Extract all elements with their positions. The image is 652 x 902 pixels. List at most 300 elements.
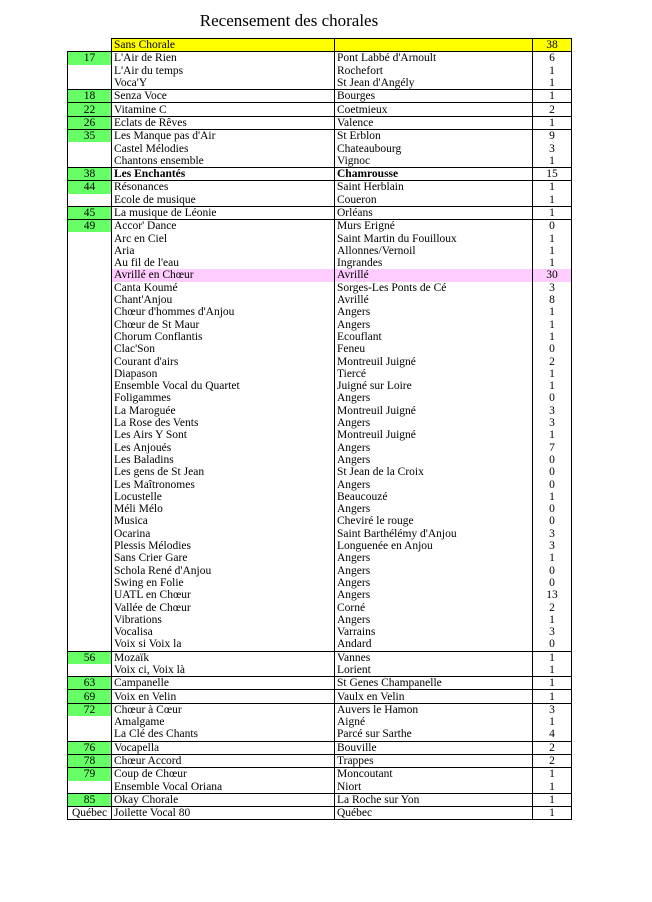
count-cell: 1 [533,257,572,269]
city-cell: Angers [335,589,533,601]
table-row [68,52,572,65]
department-cell [68,306,112,318]
department-cell [68,245,112,257]
city-cell: Moncoutant [335,768,533,781]
count-cell: 3 [533,417,572,429]
department-cell [68,294,112,306]
department-cell: 85 [68,793,112,806]
table-row [68,781,572,794]
city-cell: Angers [335,577,533,589]
department-cell [68,552,112,564]
chorale-name-cell: Courant d'airs [112,355,335,367]
department-cell [68,454,112,466]
table-row [68,754,572,767]
table-row [68,306,572,318]
chorale-name-cell: Okay Chorale [112,793,335,806]
table-row [68,589,572,601]
chorale-name-cell: UATL en Chœur [112,589,335,601]
city-cell: Angers [335,454,533,466]
table-row [68,651,572,664]
table-row [68,206,572,219]
department-cell: 26 [68,116,112,129]
department-cell [68,664,112,677]
count-cell: 0 [533,503,572,515]
table-row [68,768,572,781]
city-cell: Feneu [335,343,533,355]
department-cell [68,257,112,269]
count-cell: 1 [533,194,572,207]
city-cell: Trappes [335,754,533,767]
table-row [68,155,572,168]
chorale-name-cell: Musica [112,515,335,527]
department-cell: 45 [68,206,112,219]
city-cell: Aigné [335,716,533,728]
table-row [68,220,572,233]
city-cell: Angers [335,503,533,515]
city-cell: Angers [335,417,533,429]
department-cell [68,269,112,281]
table-row [68,728,572,741]
department-cell [68,39,112,52]
department-cell [68,478,112,490]
count-cell: 1 [533,65,572,77]
chorale-name-cell: Diapason [112,368,335,380]
count-cell: 0 [533,392,572,404]
city-cell: Orléans [335,206,533,219]
count-cell: 1 [533,552,572,564]
chorale-name-cell: Chœur d'hommes d'Anjou [112,306,335,318]
department-cell [68,392,112,404]
city-cell: Corné [335,601,533,613]
department-cell [68,380,112,392]
chorale-name-cell: Vallée de Chœur [112,601,335,613]
city-cell: Montreuil Juigné [335,355,533,367]
table-row [68,232,572,244]
table-row [68,614,572,626]
city-cell: Ingrandes [335,257,533,269]
chorale-name-cell: Locustelle [112,491,335,503]
city-cell [335,39,533,52]
department-cell [68,515,112,527]
department-cell [68,343,112,355]
chorale-name-cell: Les Maîtronomes [112,478,335,490]
city-cell: Varrains [335,626,533,638]
chorale-name-cell: Voca'Y [112,77,335,90]
table-row [68,380,572,392]
count-cell: 0 [533,638,572,651]
chorale-name-cell: Ensemble Vocal du Quartet [112,380,335,392]
table-row [68,540,572,552]
city-cell: Angers [335,319,533,331]
table-row [68,116,572,129]
department-cell [68,331,112,343]
department-cell: 56 [68,651,112,664]
table-row [68,368,572,380]
chorale-name-cell: Plessis Mélodies [112,540,335,552]
department-cell: 69 [68,690,112,703]
table-row [68,194,572,207]
department-cell [68,528,112,540]
city-cell: Auvers le Hamon [335,703,533,716]
table-row [68,515,572,527]
city-cell: Allonnes/Vernoil [335,245,533,257]
city-cell: Coueron [335,194,533,207]
city-cell: Angers [335,478,533,490]
count-cell: 1 [533,614,572,626]
chorale-name-cell: La Clé des Chants [112,728,335,741]
table-row [68,741,572,754]
table-row [68,130,572,143]
chorale-name-cell: L'Air du temps [112,65,335,77]
count-cell: 1 [533,793,572,806]
count-cell: 3 [533,540,572,552]
table-row [68,245,572,257]
department-cell [68,355,112,367]
city-cell: Niort [335,781,533,794]
chorale-name-cell: Voix si Voix la [112,638,335,651]
count-cell: 6 [533,52,572,65]
chorale-name-cell: Les Baladins [112,454,335,466]
department-cell [68,319,112,331]
table-row [68,577,572,589]
count-cell: 1 [533,77,572,90]
city-cell: Angers [335,306,533,318]
department-cell [68,417,112,429]
count-cell: 0 [533,478,572,490]
city-cell: Québec [335,807,533,820]
chorale-name-cell: Résonances [112,181,335,194]
count-cell: 0 [533,466,572,478]
chorale-name-cell: Eclats de Rêves [112,116,335,129]
chorale-name-cell: Chœur de St Maur [112,319,335,331]
chorale-name-cell: Clac'Son [112,343,335,355]
table-row [68,503,572,515]
city-cell: Coetmieux [335,103,533,116]
count-cell: 1 [533,206,572,219]
department-cell [68,65,112,77]
department-cell: 22 [68,103,112,116]
count-cell: 1 [533,368,572,380]
chorale-name-cell: Vibrations [112,614,335,626]
count-cell: 0 [533,454,572,466]
count-cell: 1 [533,181,572,194]
count-cell: 1 [533,491,572,503]
count-cell: 0 [533,343,572,355]
count-cell: 1 [533,116,572,129]
city-cell: Avrillé [335,269,533,281]
table-row [68,807,572,820]
chorale-name-cell: Vocapella [112,741,335,754]
city-cell: Bouville [335,741,533,754]
count-cell: 1 [533,232,572,244]
department-cell [68,601,112,613]
count-cell: 15 [533,167,572,180]
city-cell: Murs Erigné [335,220,533,233]
chorale-name-cell: Castel Mélodies [112,142,335,154]
city-cell: Chateaubourg [335,142,533,154]
chorale-name-cell: Chœur Accord [112,754,335,767]
department-cell [68,405,112,417]
chorale-name-cell: La Maroguée [112,405,335,417]
count-cell: 1 [533,651,572,664]
city-cell: Saint Martin du Fouilloux [335,232,533,244]
table-row [68,491,572,503]
count-cell: 38 [533,39,572,52]
city-cell: Angers [335,552,533,564]
department-cell [68,503,112,515]
department-cell: 44 [68,181,112,194]
table-row [68,103,572,116]
table-row [68,552,572,564]
chorale-name-cell: Foligammes [112,392,335,404]
chorale-name-cell: Senza Voce [112,90,335,103]
table-row [68,454,572,466]
city-cell: Beaucouzé [335,491,533,503]
city-cell: Angers [335,392,533,404]
chorale-name-cell: La musique de Léonie [112,206,335,219]
table-row [68,77,572,90]
city-cell: St Erblon [335,130,533,143]
chorale-name-cell: Chorum Conflantis [112,331,335,343]
department-cell [68,589,112,601]
city-cell: Montreuil Juigné [335,429,533,441]
chorale-name-cell: Chœur à Cœur [112,703,335,716]
department-cell [68,638,112,651]
department-cell [68,626,112,638]
chorale-name-cell: Les Anjoués [112,442,335,454]
department-cell [68,728,112,741]
city-cell: Montreuil Juigné [335,405,533,417]
table-row [68,601,572,613]
city-cell: Bourges [335,90,533,103]
count-cell: 3 [533,142,572,154]
department-cell: 49 [68,220,112,233]
chorale-name-cell: Au fil de l'eau [112,257,335,269]
department-cell: 38 [68,167,112,180]
chorale-name-cell: Chant'Anjou [112,294,335,306]
department-cell: 79 [68,768,112,781]
city-cell: Angers [335,564,533,576]
city-cell: Avrillé [335,294,533,306]
count-cell: 2 [533,741,572,754]
city-cell: Chamrousse [335,167,533,180]
chorale-name-cell: Accor' Dance [112,220,335,233]
table-row [68,429,572,441]
city-cell: Ecouflant [335,331,533,343]
chorale-name-cell: L'Air de Rien [112,52,335,65]
count-cell: 1 [533,807,572,820]
city-cell: Rochefort [335,65,533,77]
department-cell [68,781,112,794]
city-cell: Longuenée en Anjou [335,540,533,552]
department-cell [68,282,112,294]
city-cell: Angers [335,442,533,454]
count-cell: 1 [533,716,572,728]
chorale-name-cell: Coup de Chœur [112,768,335,781]
department-cell [68,142,112,154]
table-row [68,664,572,677]
count-cell: 4 [533,728,572,741]
department-cell: 35 [68,130,112,143]
city-cell: La Roche sur Yon [335,793,533,806]
table-row [68,269,572,281]
count-cell: 13 [533,589,572,601]
count-cell: 3 [533,626,572,638]
city-cell: Cheviré le rouge [335,515,533,527]
count-cell: 3 [533,703,572,716]
city-cell: Valence [335,116,533,129]
table-row [68,638,572,651]
count-cell: 0 [533,515,572,527]
count-cell: 3 [533,405,572,417]
city-cell: Pont Labbé d'Arnoult [335,52,533,65]
count-cell: 1 [533,306,572,318]
table-row [68,331,572,343]
table-row [68,564,572,576]
chorale-name-cell: Les Enchantés [112,167,335,180]
chorale-name-cell: Amalgame [112,716,335,728]
department-cell [68,368,112,380]
count-cell: 2 [533,754,572,767]
count-cell: 0 [533,220,572,233]
table-row [68,716,572,728]
table-row [68,405,572,417]
department-cell: 78 [68,754,112,767]
table-row [68,793,572,806]
department-cell [68,564,112,576]
city-cell: Vannes [335,651,533,664]
city-cell: Angers [335,614,533,626]
chorale-name-cell: Chantons ensemble [112,155,335,168]
count-cell: 1 [533,380,572,392]
count-cell: 1 [533,677,572,690]
table-row [68,65,572,77]
chorale-name-cell: Ocarina [112,528,335,540]
chorale-name-cell: Les gens de St Jean [112,466,335,478]
table-row [68,39,572,52]
count-cell: 1 [533,245,572,257]
table-row [68,703,572,716]
city-cell: Juigné sur Loire [335,380,533,392]
chorale-name-cell: Les Airs Y Sont [112,429,335,441]
table-row [68,343,572,355]
chorale-name-cell: Ensemble Vocal Oriana [112,781,335,794]
city-cell: Saint Herblain [335,181,533,194]
count-cell: 3 [533,528,572,540]
department-cell: 17 [68,52,112,65]
city-cell: Parcé sur Sarthe [335,728,533,741]
table-row [68,392,572,404]
chorale-name-cell: Ecole de musique [112,194,335,207]
city-cell: St Jean de la Croix [335,466,533,478]
count-cell: 1 [533,664,572,677]
table-row [68,294,572,306]
count-cell: 1 [533,781,572,794]
count-cell: 1 [533,319,572,331]
chorale-name-cell: Swing en Folie [112,577,335,589]
department-cell [68,491,112,503]
chorale-name-cell: Campanelle [112,677,335,690]
city-cell: St Genes Champanelle [335,677,533,690]
department-cell [68,194,112,207]
chorale-table [67,38,572,820]
city-cell: Tiercé [335,368,533,380]
department-cell: 76 [68,741,112,754]
table-row [68,167,572,180]
city-cell: Sorges-Les Ponts de Cé [335,282,533,294]
table-row [68,626,572,638]
department-cell: Québec [68,807,112,820]
count-cell: 3 [533,282,572,294]
table-row [68,442,572,454]
table-row [68,319,572,331]
table-row [68,142,572,154]
department-cell [68,716,112,728]
table-row [68,677,572,690]
department-cell: 63 [68,677,112,690]
chorale-name-cell: Sans Chorale [112,39,335,52]
chorale-name-cell: Arc en Ciel [112,232,335,244]
chorale-name-cell: Voix ci, Voix là [112,664,335,677]
chorale-name-cell: Vitamine C [112,103,335,116]
page-title: Recensement des chorales [199,11,379,30]
table-row [68,257,572,269]
count-cell: 0 [533,564,572,576]
table-row [68,478,572,490]
count-cell: 8 [533,294,572,306]
chorale-name-cell: Avrillé en Chœur [112,269,335,281]
chorale-name-cell: Les Manque pas d'Air [112,130,335,143]
department-cell [68,155,112,168]
table-row [68,466,572,478]
count-cell: 1 [533,331,572,343]
count-cell: 1 [533,768,572,781]
department-cell [68,77,112,90]
count-cell: 1 [533,690,572,703]
department-cell [68,466,112,478]
table-row [68,355,572,367]
department-cell: 72 [68,703,112,716]
table-row [68,282,572,294]
city-cell: Vignoc [335,155,533,168]
department-cell [68,614,112,626]
count-cell: 1 [533,90,572,103]
chorale-name-cell: Canta Koumé [112,282,335,294]
count-cell: 1 [533,429,572,441]
table-row [68,528,572,540]
count-cell: 0 [533,577,572,589]
chorale-name-cell: Sans Crier Gare [112,552,335,564]
table-row [68,90,572,103]
count-cell: 2 [533,355,572,367]
department-cell [68,442,112,454]
city-cell: Andard [335,638,533,651]
table-row [68,417,572,429]
department-cell [68,577,112,589]
chorale-name-cell: Méli Mélo [112,503,335,515]
department-cell: 18 [68,90,112,103]
count-cell: 1 [533,155,572,168]
count-cell: 9 [533,130,572,143]
chorale-name-cell: Schola René d'Anjou [112,564,335,576]
chorale-name-cell: Voix en Velin [112,690,335,703]
count-cell: 2 [533,601,572,613]
city-cell: Vaulx en Velin [335,690,533,703]
city-cell: Lorient [335,664,533,677]
chorale-name-cell: Vocalisa [112,626,335,638]
department-cell [68,232,112,244]
department-cell [68,429,112,441]
